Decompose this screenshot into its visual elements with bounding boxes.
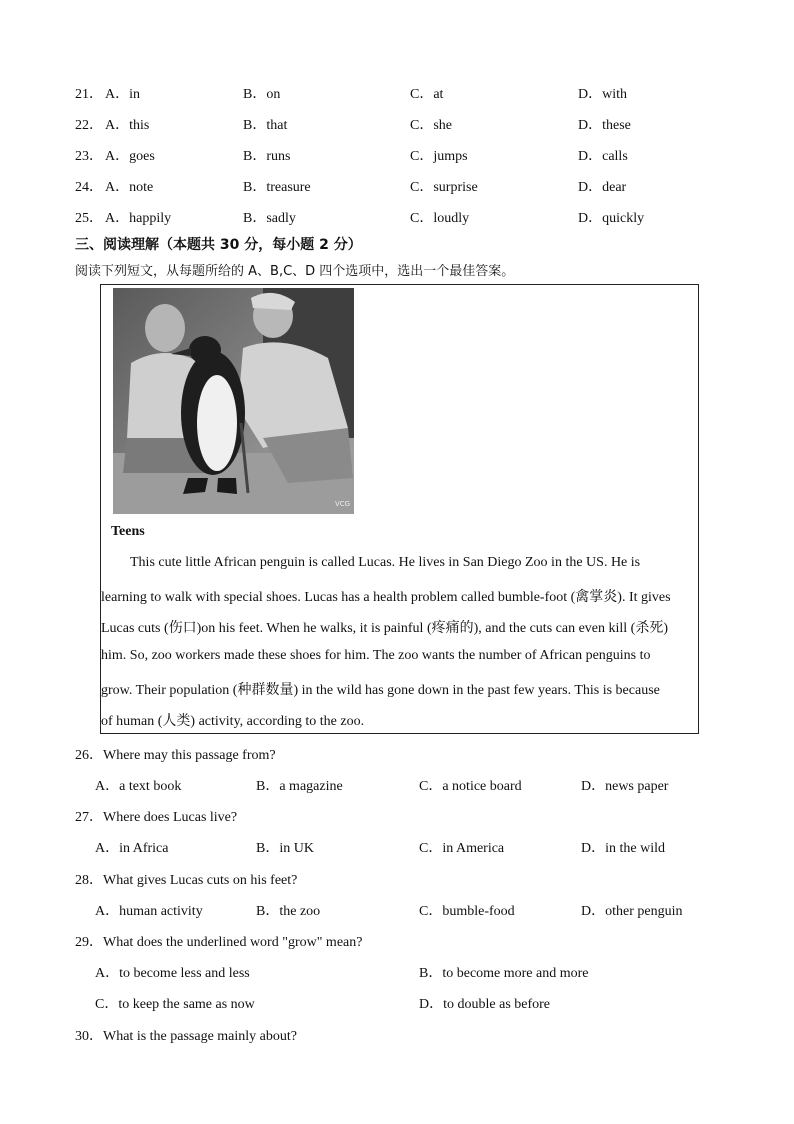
question-stem: 27．Where does Lucas live? — [75, 810, 238, 825]
passage-line-1: This cute little African penguin is called Lucas. He lives in San Diego Zoo in the US. He is — [130, 555, 641, 570]
passage-line-4: him. So, zoo workers made these shoes for him. The zoo wants the number of African penguins to — [101, 648, 651, 663]
mcq-row-24 — [0, 176, 794, 196]
option-b: B．sadly — [243, 211, 296, 226]
penguin-photo — [113, 288, 354, 514]
question-number: 25． — [75, 211, 103, 226]
question-number: 24． — [75, 180, 103, 195]
question-number: 22． — [75, 118, 103, 133]
option-a: A．this — [105, 118, 150, 133]
option-a: A．goes — [105, 149, 155, 164]
question-number: 21． — [75, 87, 103, 102]
mcq-row-22 — [0, 114, 794, 134]
option-d: D．news paper — [581, 779, 669, 794]
passage-line-2: learning to walk with special shoes. Lucas has a health problem called bumble-foot (禽掌炎). It gives — [101, 590, 671, 605]
passage-line-3: Lucas cuts (伤口)on his feet. When he walks, it is painful (疼痛的), and the cuts can even kill (杀死) — [101, 621, 668, 636]
option-b: B．the zoo — [256, 904, 321, 919]
mcq-row-21 — [0, 83, 794, 103]
option-a: A．a text book — [95, 779, 182, 794]
option-b: B．treasure — [243, 180, 311, 195]
passage-label: Teens — [111, 524, 145, 539]
option-b: B．in UK — [256, 841, 314, 856]
question-stem: 29．What does the underlined word "grow" mean? — [75, 935, 363, 950]
option-d: D．to double as before — [419, 997, 551, 1012]
option-d: D．in the wild — [581, 841, 665, 856]
option-c: C．a notice board — [419, 779, 522, 794]
option-d: D．calls — [578, 149, 628, 164]
option-b: B．that — [243, 118, 288, 133]
option-c: C．surprise — [410, 180, 478, 195]
option-c: C．to keep the same as now — [95, 997, 255, 1012]
passage-line-5: grow. Their population (种群数量) in the wild has gone down in the past few years. This is because — [101, 683, 660, 698]
question-stem: 30．What is the passage mainly about? — [75, 1029, 297, 1044]
option-c: C．in America — [419, 841, 505, 856]
option-d: D．dear — [578, 180, 627, 195]
section-instruction: 阅读下列短文，从每题所给的 A、B,C、D 四个选项中，选出一个最佳答案。 — [75, 264, 515, 279]
penguin-photo-illustration — [113, 288, 354, 514]
option-b: B．runs — [243, 149, 291, 164]
section-heading: 三、阅读理解（本题共 30 分，每小题 2 分） — [75, 237, 362, 253]
question-stem: 26．Where may this passage from? — [75, 748, 276, 763]
mcq-row-23 — [0, 145, 794, 165]
option-c: C．bumble-food — [419, 904, 515, 919]
option-c: C．she — [410, 118, 452, 133]
option-c: C．at — [410, 87, 444, 102]
option-d: D．these — [578, 118, 631, 133]
option-a: A．happily — [105, 211, 172, 226]
option-a: A．note — [105, 180, 154, 195]
passage-line-6: of human (人类) activity, according to the zoo. — [101, 714, 365, 729]
option-d: D．quickly — [578, 211, 645, 226]
option-d: D．other penguin — [581, 904, 683, 919]
option-a: A．to become less and less — [95, 966, 250, 981]
option-a: A．in Africa — [95, 841, 169, 856]
option-c: C．jumps — [410, 149, 468, 164]
option-b: B．a magazine — [256, 779, 343, 794]
option-b: B．to become more and more — [419, 966, 589, 981]
option-b: B．on — [243, 87, 281, 102]
mcq-row-25 — [0, 207, 794, 227]
photo-watermark: VCG — [335, 500, 351, 508]
option-c: C．loudly — [410, 211, 470, 226]
option-a: A．human activity — [95, 904, 203, 919]
question-stem: 28．What gives Lucas cuts on his feet? — [75, 873, 298, 888]
question-number: 23． — [75, 149, 103, 164]
option-d: D．with — [578, 87, 627, 102]
option-a: A．in — [105, 87, 140, 102]
